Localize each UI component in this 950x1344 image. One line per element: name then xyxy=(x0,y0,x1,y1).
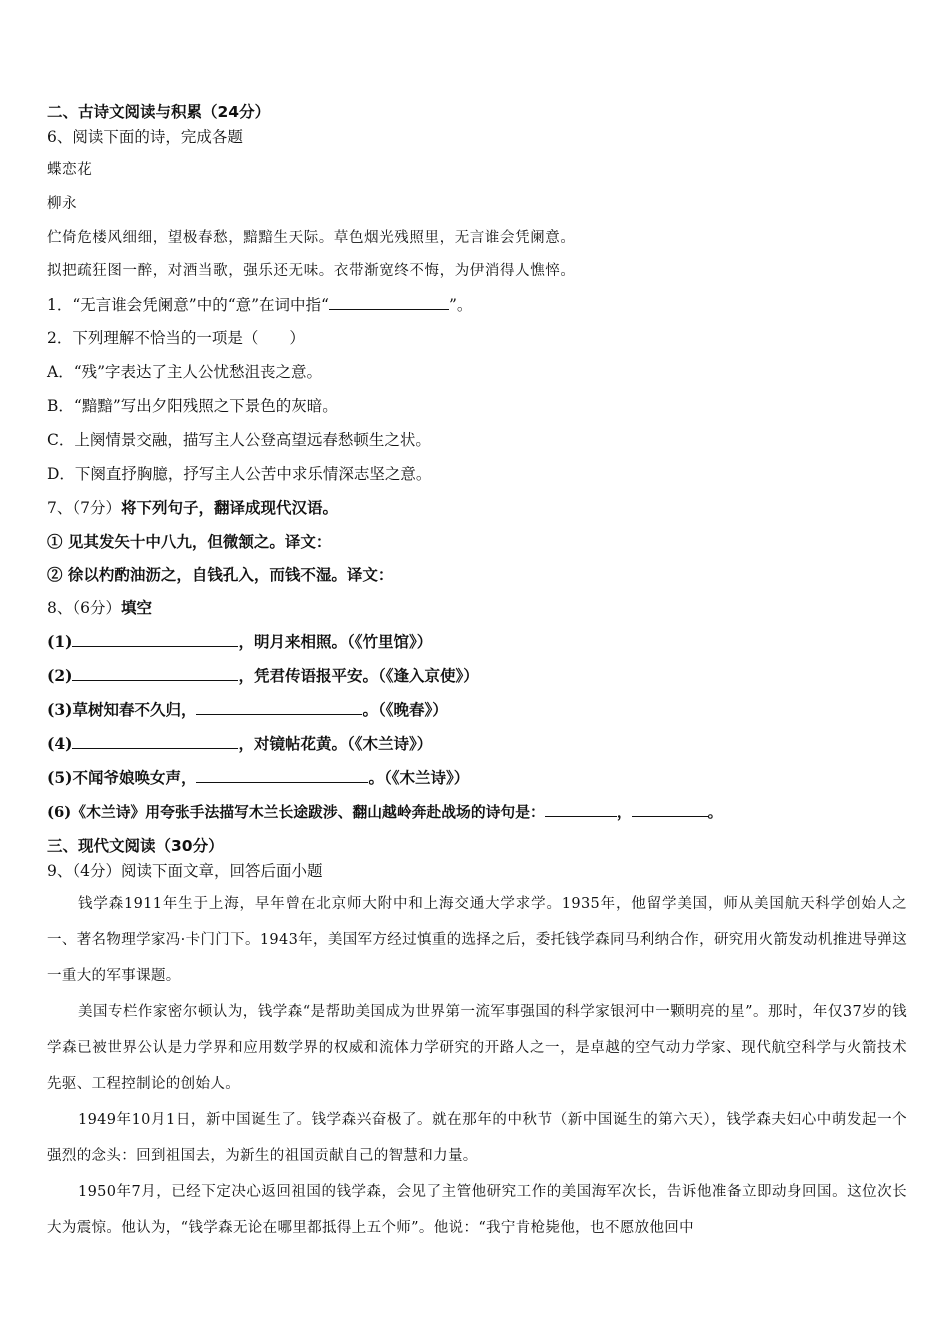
option-d: D．下阕直抒胸臆，抒写主人公苦中求乐情深志坚之意。 xyxy=(47,465,432,483)
fill-blank-6 xyxy=(47,802,722,823)
fill-blank-3 xyxy=(47,700,448,720)
poem-line-1: 伫倚危楼风细细，望极春愁，黯黯生天际。草色烟光残照里，无言谁会凭阑意。 xyxy=(47,230,576,246)
question-7 xyxy=(47,498,338,518)
poem-title: 蝶恋花 xyxy=(47,162,93,178)
article-paragraph-4: 1950年7月，已经下定决心返回祖国的钱学森，会见了主管他研究工作的美国海军次长，告诉他准备立即动身回国。这位次长大为震惊。他认为，“钱学森无论在哪里都抵得上五个师”。他说：“我宁肯枪毙他，也不愿放他回中 xyxy=(47,1184,907,1236)
translation-item-2: ② 徐以杓酌油沥之，自钱孔入，而钱不湿。译文： xyxy=(47,565,394,584)
blank-5-text: (5)不闻爷娘唤女声， xyxy=(47,768,197,787)
question-6-prompt: 6、阅读下面的诗，完成各题 xyxy=(47,128,243,146)
answer-blank[interactable] xyxy=(72,632,238,647)
question-9-prompt: 9、（4分）阅读下面文章，回答后面小题 xyxy=(47,862,323,880)
article-paragraph-1: 钱学森1911年生于上海，早年曾在北京师大附中和上海交通大学求学。1935年，他留学美国，师从美国航天科学创始人之一、著名物理学家冯·卡门门下。1943年，美国军方经过慎重的选择之后，委托钱学森同马利纳合作，研究用火箭发动机推进导弹这一重大的军事课题。 xyxy=(47,896,908,984)
section-heading-classical: 二、古诗文阅读与积累（24分） xyxy=(47,103,271,121)
blank-6-end: 。 xyxy=(707,804,723,821)
blank-6-comma: ， xyxy=(616,804,632,821)
question-8-number: 8、（6分） xyxy=(47,599,121,617)
answer-blank[interactable] xyxy=(72,666,238,681)
blank-2-label: (2) xyxy=(47,666,73,685)
question-6-sub-2: 2．下列理解不恰当的一项是（ ） xyxy=(47,329,305,347)
question-8-prompt: 填空 xyxy=(120,598,152,617)
fill-blank-4 xyxy=(47,734,432,754)
article-paragraph-2: 美国专栏作家密尔顿认为，钱学森“是帮助美国成为世界第一流军事强国的科学家银河中一颗明亮的星”。那时，年仅37岁的钱学森已被世界公认是力学界和应用数学界的权威和流体力学研究的开路人之一，是卓越的空气动力学家、现代航空科学与火箭技术先驱、工程控制论的创始人。 xyxy=(47,1004,907,1092)
blank-1-text: ，明月来相照。（《竹里馆》） xyxy=(238,632,433,651)
fill-blank-2 xyxy=(47,666,479,686)
answer-blank[interactable] xyxy=(545,802,617,817)
section-heading-modern: 三、现代文阅读（30分） xyxy=(47,837,224,855)
blank-1-label: (1) xyxy=(47,632,73,651)
blank-3-source: 。（《晚春》） xyxy=(362,700,448,719)
option-a: A．“残”字表达了主人公忧愁沮丧之意。 xyxy=(47,363,323,381)
question-7-prompt: 将下列句子，翻译成现代汉语。 xyxy=(120,498,338,517)
answer-blank[interactable] xyxy=(196,700,362,715)
sub-1-close: ”。 xyxy=(448,296,473,314)
blank-5-source: 。（《木兰诗》） xyxy=(368,768,470,787)
fill-blank-1 xyxy=(47,632,432,652)
poem-line-2: 拟把疏狂图一醉，对酒当歌，强乐还无味。衣带渐宽终不悔，为伊消得人憔悴。 xyxy=(47,263,576,279)
option-b: B．“黯黯”写出夕阳残照之下景色的灰暗。 xyxy=(47,397,338,415)
fill-blank-5 xyxy=(47,768,469,788)
blank-3-text: (3)草树知春不久归， xyxy=(47,700,197,719)
poem-author: 柳永 xyxy=(47,196,78,212)
article-paragraph-3: 1949年10月1日，新中国诞生了。钱学森兴奋极了。就在那年的中秋节（新中国诞生的第六天），钱学森夫妇心中萌发起一个强烈的念头：回到祖国去，为新生的祖国贡献自己的智慧和力量。 xyxy=(47,1112,907,1164)
blank-4-text: ，对镜帖花黄。（《木兰诗》） xyxy=(238,734,433,753)
question-8 xyxy=(47,598,152,618)
blank-4-label: (4) xyxy=(47,734,73,753)
sub-1-text: 1．“无言谁会凭阑意”中的“意”在词中指“ xyxy=(47,296,329,314)
blank-2-text: ，凭君传语报平安。（《逢入京使》） xyxy=(238,666,479,685)
option-c: C．上阕情景交融，描写主人公登高望远春愁顿生之状。 xyxy=(47,431,431,449)
translation-item-1: ① 见其发矢十中八九，但微颔之。译文： xyxy=(47,532,332,551)
blank-6-text: (6)《木兰诗》用夸张手法描写木兰长途跋涉、翻山越岭奔赴战场的诗句是： xyxy=(47,804,545,821)
answer-blank[interactable] xyxy=(72,734,238,749)
answer-blank[interactable] xyxy=(632,802,708,817)
answer-blank[interactable] xyxy=(196,768,368,783)
question-6-sub-1 xyxy=(47,295,472,315)
answer-blank[interactable] xyxy=(329,295,449,310)
question-7-number: 7、（7分） xyxy=(47,499,121,517)
